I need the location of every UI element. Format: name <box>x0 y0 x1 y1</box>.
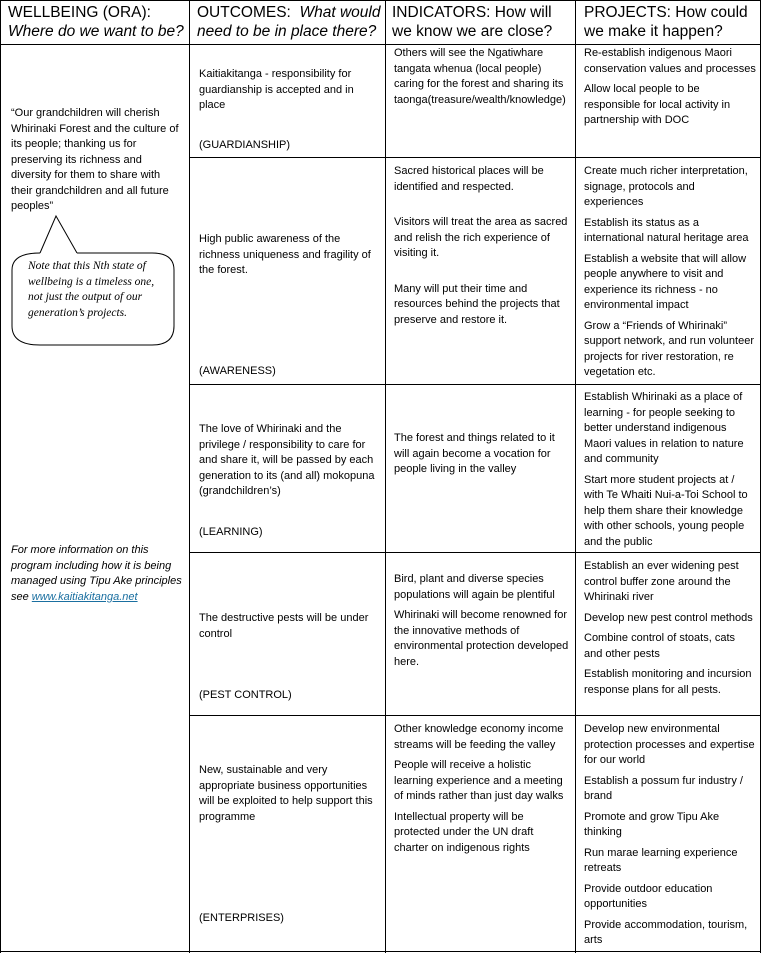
project-item: Develop new pest control methods <box>584 611 753 624</box>
project-item: Run marae learning experience retreats <box>584 846 738 874</box>
indicators-enterprises <box>394 722 570 861</box>
header-outcomes <box>197 3 383 41</box>
project-item: Establish monitoring and incursion response plans for all pests. <box>584 668 752 696</box>
tag-awareness: (AWARENESS) <box>199 365 276 377</box>
projects-learning <box>584 390 756 555</box>
project-item: Start more student projects at / with Te Whaiti Nui-a-Toi School to help them share their knowledge with other schools, young people and the public <box>584 473 748 548</box>
indicator-item: Others will see the Ngatiwhare tangata whenua (local people) caring for the forest and sharing its taonga(treasure/wealth/knowledge) <box>394 47 566 106</box>
indicators-awareness <box>394 164 570 333</box>
project-item: Provide accommodation, tourism, arts <box>584 918 748 946</box>
header-outcomes-sub: need to be in place there? <box>197 23 377 40</box>
header-indicators <box>392 3 574 41</box>
tag-pest-control: (PEST CONTROL) <box>199 689 292 701</box>
project-item: Allow local people to be responsible for local activity in partnership with DOC <box>584 83 731 126</box>
projects-guardianship <box>584 46 756 134</box>
project-item: Develop new environmental protection processes and expertise for our world <box>584 723 755 766</box>
tag-guardianship: (GUARDIANSHIP) <box>199 139 291 151</box>
projects-enterprises <box>584 722 756 954</box>
indicators-learning <box>394 431 570 483</box>
column-divider <box>385 0 386 953</box>
project-item: Combine control of stoats, cats and other pests <box>584 632 736 660</box>
tag-learning: (LEARNING) <box>199 526 263 538</box>
project-item: Promote and grow Tipu Ake thinking <box>584 810 720 838</box>
indicator-item: Sacred historical places will be identified and respected. <box>394 165 544 193</box>
more-info-text: For more information on this program including how it is being managed using Tipu Ake principles see <box>11 544 182 603</box>
indicator-item: Visitors will treat the area as sacred and relish the rich experience of visiting it. <box>394 216 568 259</box>
row-divider <box>189 157 761 158</box>
outcome-awareness: High public awareness of the richness uniqueness and fragility of the forest. <box>199 233 371 276</box>
header-wellbeing-sub: Where do we want to be? <box>8 23 184 40</box>
header-outcomes-em: What would <box>299 4 381 21</box>
projects-awareness <box>584 164 756 386</box>
indicator-item: Other knowledge economy income streams will be feeding the valley <box>394 723 564 751</box>
project-item: Grow a “Friends of Whirinaki” support network, and run volunteer projects for river restoration, re vegetation etc. <box>584 319 754 378</box>
indicators-pest-control <box>394 572 570 675</box>
header-projects-sub: we make it happen? <box>584 23 723 40</box>
outcome-enterprises: New, sustainable and very appropriate business opportunities will be exploited to help support this programme <box>199 764 373 823</box>
indicator-item: Bird, plant and diverse species populations will again be plentiful <box>394 573 555 601</box>
project-item: Create much richer interpretation, signage, protocols and experiences <box>584 165 748 208</box>
indicator-item: People will receive a holistic learning experience and a meeting of minds rather than just day walks <box>394 759 564 802</box>
outcome-pest-control: The destructive pests will be under control <box>199 612 369 640</box>
indicators-guardianship <box>394 46 570 113</box>
project-item: Establish its status as a international natural heritage area <box>584 216 749 244</box>
indicator-item: Whirinaki will become renowned for the innovative methods of environmental protection developed here. <box>394 609 569 668</box>
indicator-item: Many will put their time and resources behind the projects that preserve and restore it. <box>394 282 560 326</box>
wellbeing-quote: “Our grandchildren will cherish Whirinaki Forest and the culture of its people; thanking us for preserving its richness and diversity for them to share with their grandchildren and all future peoples” <box>11 107 179 212</box>
project-item: Establish Whirinaki as a place of learning - for people seeking to better understand indigenous Maori values in relation to nature and community <box>584 391 744 465</box>
header-projects-title: PROJECTS: How could <box>584 4 748 21</box>
wellbeing-note: Note that this Nth state of wellbeing is a timeless one, not just the output of our generation’s projects. <box>28 260 155 319</box>
projects-pest-control <box>584 559 756 703</box>
kaitiakitanga-link[interactable]: www.kaitiakitanga.net <box>31 590 138 603</box>
more-info <box>11 543 187 605</box>
tag-enterprises: (ENTERPRISES) <box>199 912 284 924</box>
indicator-item: Intellectual property will be protected under the UN draft charter on indigenous rights <box>394 810 534 854</box>
header-indicators-title: INDICATORS: How will <box>392 4 552 21</box>
header-outcomes-title: OUTCOMES: <box>197 4 291 21</box>
row-divider <box>189 715 761 716</box>
outcome-guardianship: Kaitiakitanga - responsibility for guardianship is accepted and in place <box>199 68 354 111</box>
project-item: Establish an ever widening pest control buffer zone around the Whirinaki river <box>584 560 739 603</box>
project-item: Establish a possum fur industry / brand <box>584 774 743 802</box>
header-wellbeing-title: WELLBEING (ORA): <box>8 4 151 21</box>
indicator-item: The forest and things related to it will again become a vocation for people living in the valley <box>394 432 555 475</box>
project-item: Provide outdoor education opportunities <box>584 882 713 910</box>
column-divider <box>575 0 576 953</box>
header-projects <box>584 3 760 41</box>
project-item: Establish a website that will allow people anywhere to visit and experience its richness - no environmental impact <box>584 252 747 311</box>
outcome-learning: The love of Whirinaki and the privilege / responsibility to care for and share it, will be passed by each generation to its (and all) mokopuna (grandchildren’s) <box>199 423 375 497</box>
project-item: Re-establish indigenous Maori conservation values and processes <box>584 47 756 75</box>
header-indicators-sub: we know we are close? <box>392 23 553 40</box>
